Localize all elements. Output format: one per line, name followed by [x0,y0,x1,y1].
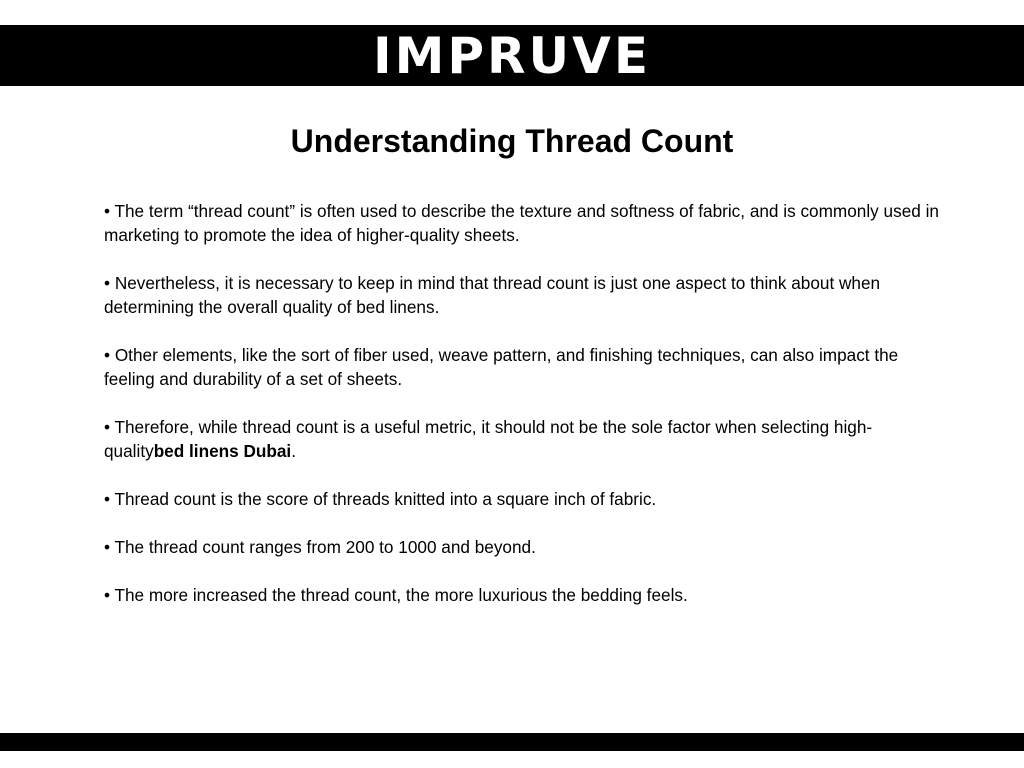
bullet-marker: • [104,201,111,221]
bullet-item [104,343,948,391]
bullet-text: The more increased the thread count, the more luxurious the bedding feels. [114,585,688,605]
bullet-item [104,583,948,607]
bullet-list [104,199,948,607]
bullet-item [104,487,948,511]
bullet-marker: • [104,489,111,509]
bullet-text: Nevertheless, it is necessary to keep in mind that thread count is just one aspect to think about when determining the overall quality of bed linens. [104,273,881,317]
bullet-text: Thread count is the score of threads knitted into a square inch of fabric. [114,489,657,509]
bed-linens-dubai-link[interactable]: bed linens Dubai [153,441,292,461]
bullet-marker: • [104,585,111,605]
header-band [0,25,1024,86]
bullet-item [104,535,948,559]
bullet-text: The term “thread count” is often used to describe the texture and softness of fabric, and is commonly used in marketing to promote the idea of higher-quality sheets. [104,201,939,245]
brand-name: IMPRUVE [373,26,651,85]
bullet-text: Other elements, like the sort of fiber used, weave pattern, and finishing techniques, can also impact the feeling and durability of a set of sheets. [104,345,899,389]
bullet-marker: • [104,417,111,437]
slide-title: Understanding Thread Count [290,123,734,159]
brand-logo [0,25,1024,86]
footer-band [0,733,1024,751]
bullet-text-end: . [291,441,296,461]
bullet-text: The thread count ranges from 200 to 1000 and beyond. [114,537,536,557]
bullet-marker: • [104,537,111,557]
bullet-marker: • [104,345,111,365]
bullet-text: Therefore, while thread count is a useful metric, it should not be the sole factor when selecting high-quality [104,417,873,461]
bullet-marker: • [104,273,111,293]
bullet-item [104,415,948,463]
bullet-item [104,271,948,319]
bullet-item [104,199,948,247]
